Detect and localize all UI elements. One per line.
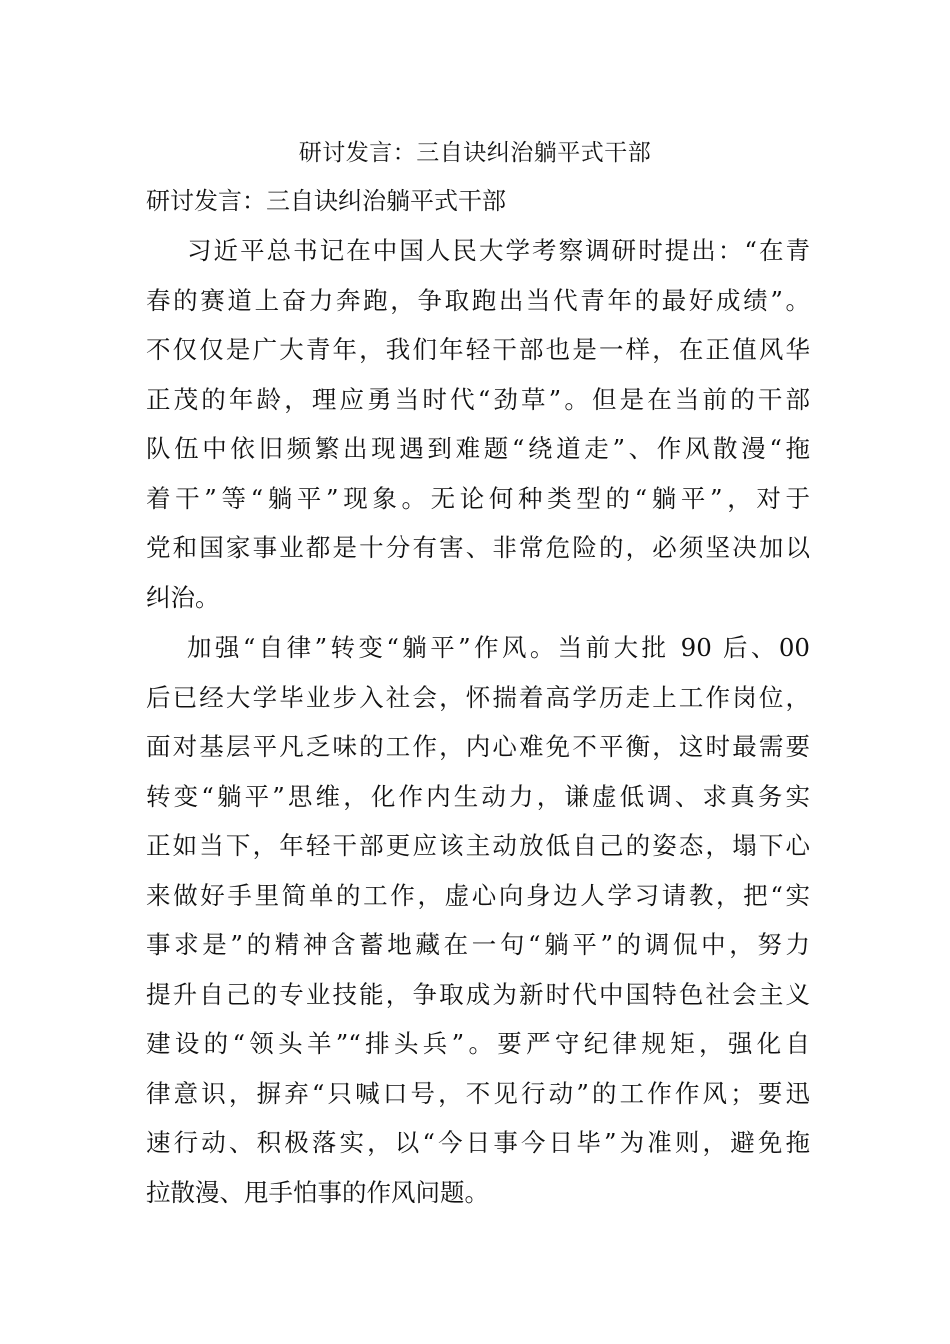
paragraph-line: 着干”等“躺平”现象。无论何种类型的“躺平”，对于 (146, 483, 810, 513)
paragraph-line: 队伍中依旧频繁出现遇到难题“绕道走”、作风散漫“拖 (146, 434, 810, 463)
paragraph-line: 加强“自律”转变“躺平”作风。当前大批 90 后、00 (187, 633, 810, 662)
paragraph-line: 提升自己的专业技能，争取成为新时代中国特色社会主义 (146, 979, 810, 1009)
paragraph-line: 习近平总书记在中国人民大学考察调研时提出：“在青 (187, 236, 810, 265)
paragraph-line: 党和国家事业都是十分有害、非常危险的，必须坚决加以 (146, 533, 810, 562)
paragraph-line: 春的赛道上奋力奔跑，争取跑出当代青年的最好成绩”。 (146, 285, 810, 315)
paragraph-line: 面对基层平凡乏味的工作，内心难免不平衡，这时最需要 (146, 732, 810, 761)
paragraph-line: 速行动、积极落实，以“今日事今日毕”为准则，避免拖 (146, 1128, 810, 1157)
paragraph-line: 来做好手里简单的工作，虚心向身边人学习请教，把“实 (146, 880, 810, 910)
paragraph-line: 建设的“领头羊”“排头兵”。要严守纪律规矩，强化自 (146, 1029, 810, 1058)
paragraph-line: 转变“躺平”思维，化作内生动力，谦虚低调、求真务实 (146, 781, 810, 811)
paragraph-line: 纠治。 (146, 582, 220, 612)
paragraph-line: 事求是”的精神含蓄地藏在一句“躺平”的调侃中，努力 (146, 930, 810, 959)
paragraph-line: 律意识，摒弃“只喊口号，不见行动”的工作作风；要迅 (146, 1078, 810, 1108)
paragraph-1 (146, 226, 810, 622)
paragraph-line: 正如当下，年轻干部更应该主动放低自己的姿态，塌下心 (146, 831, 810, 860)
paragraph-2 (146, 623, 810, 1217)
document-subtitle: 研讨发言：三自诀纠治躺平式干部 (146, 187, 506, 215)
document-title: 研讨发言：三自诀纠治躺平式干部 (298, 140, 652, 166)
paragraph-line: 正茂的年龄，理应勇当时代“劲草”。但是在当前的干部 (146, 384, 810, 414)
paragraph-line: 拉散漫、甩手怕事的作风问题。 (146, 1177, 489, 1207)
paragraph-line: 后已经大学毕业步入社会，怀揣着高学历走上工作岗位， (146, 682, 810, 712)
paragraph-line: 不仅仅是广大青年，我们年轻干部也是一样，在正值风华 (146, 335, 810, 364)
